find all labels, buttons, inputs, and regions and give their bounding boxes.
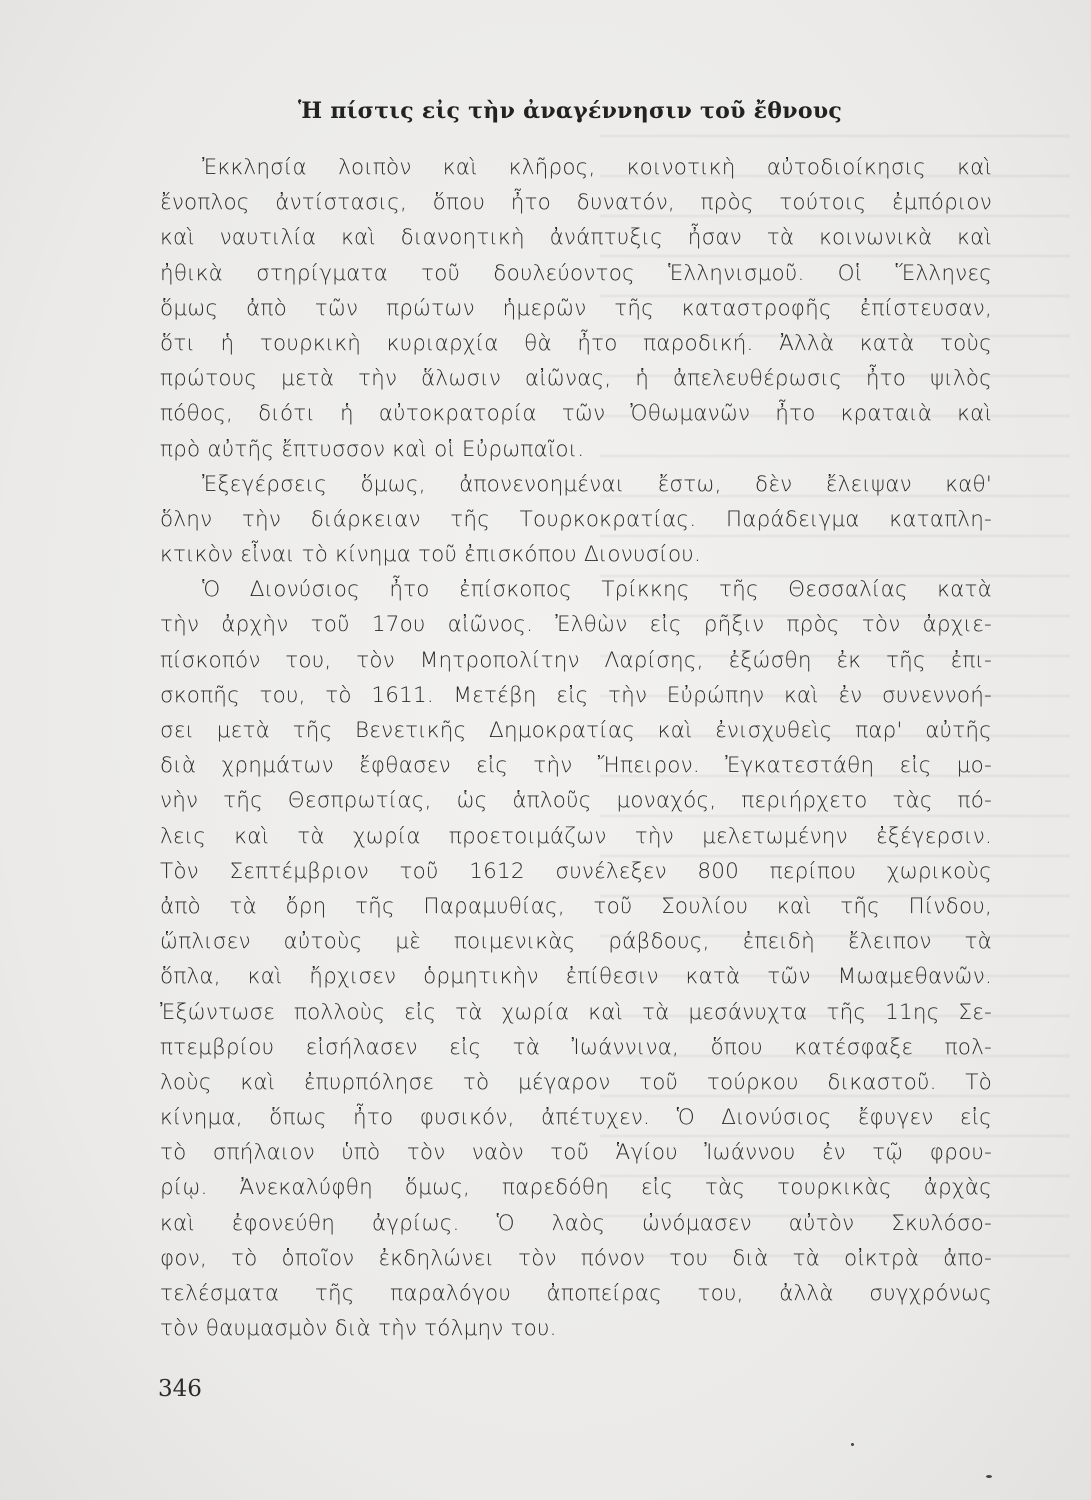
dust-speck xyxy=(851,1443,854,1446)
text-line: Ἐξεγέρσεις ὅμως, ἀπονενοημέναι ἔστω, δὲν ἔλειψαν καθ' xyxy=(202,471,992,497)
text-line: πρὸ αὐτῆς ἔπτυσσον καὶ οἱ Εὐρωπαῖοι. xyxy=(160,436,585,462)
text-line: ὥπλισεν αὐτοὺς μὲ ποιμενικὰς ράβδους, ἐπειδὴ ἔλειπον τὰ xyxy=(160,929,992,955)
text-line: νὴν τῆς Θεσπρωτίας, ὡς ἁπλοῦς μοναχός, περιήρχετο τὰς πό- xyxy=(160,788,992,814)
text-line: ρίῳ. Ἀνεκαλύφθη ὅμως, παρεδόθη εἰς τὰς τουρκικὰς ἀρχὰς xyxy=(160,1175,992,1201)
section-heading: Ἡ πίστις εἰς τὴν ἀναγέννησιν τοῦ ἔθνους xyxy=(298,98,843,124)
page-number: 346 xyxy=(158,1376,202,1402)
text-line: ὅμως ἀπὸ τῶν πρώτων ἡμερῶν τῆς καταστροφῆς ἐπίστευσαν, xyxy=(160,295,992,321)
text-line: πρώτους μετὰ τὴν ἅλωσιν αἰῶνας, ἡ ἀπελευθέρωσις ἦτο ψιλὸς xyxy=(160,366,992,392)
text-line: κίνημα, ὅπως ἦτο φυσικόν, ἀπέτυχεν. Ὁ Διονύσιος ἔφυγεν εἰς xyxy=(160,1105,992,1131)
text-line: τὸν θαυμασμὸν διὰ τὴν τόλμην του. xyxy=(160,1316,557,1342)
text-line: ὅτι ἡ τουρκικὴ κυριαρχία θὰ ἦτο παροδική. Ἀλλὰ κατὰ τοὺς xyxy=(160,330,992,356)
text-line: διὰ χρημάτων ἔφθασεν εἰς τὴν Ἤπειρον. Ἐγκατεστάθη εἰς μο- xyxy=(160,753,992,779)
text-line: ὅλην τὴν διάρκειαν τῆς Τουρκοκρατίας. Παράδειγμα καταπλη- xyxy=(160,506,992,532)
text-line: ἀπὸ τὰ ὄρη τῆς Παραμυθίας, τοῦ Σουλίου καὶ τῆς Πίνδου, xyxy=(160,893,992,919)
text-line: σκοπῆς του, τὸ 1611. Μετέβη εἰς τὴν Εὐρώπην καὶ ἐν συνεννοή- xyxy=(160,682,992,708)
text-line: καὶ ναυτιλία καὶ διανοητικὴ ἀνάπτυξις ἦσαν τὰ κοινωνικὰ καὶ xyxy=(160,225,992,251)
text-line: πίσκοπόν του, τὸν Μητροπολίτην Λαρίσης, ἐξώσθη ἐκ τῆς ἐπι- xyxy=(160,647,992,673)
text-line: λοὺς καὶ ἐπυρπόλησε τὸ μέγαρον τοῦ τούρκου δικαστοῦ. Τὸ xyxy=(160,1069,992,1095)
text-line: ἠθικὰ στηρίγματα τοῦ δουλεύοντος Ἑλληνισμοῦ. Οἱ Ἕλληνες xyxy=(160,260,992,286)
dust-speck xyxy=(986,1475,992,1478)
text-line: ὅπλα, καὶ ἤρχισεν ὁρμητικὴν ἐπίθεσιν κατὰ τῶν Μωαμεθανῶν. xyxy=(160,964,992,990)
text-line: Ἐξώντωσε πολλοὺς εἰς τὰ χωρία καὶ τὰ μεσάνυχτα τῆς 11ης Σε- xyxy=(160,999,992,1025)
text-line: Ὁ Διονύσιος ἦτο ἐπίσκοπος Τρίκκης τῆς Θεσσαλίας κατὰ xyxy=(202,577,992,603)
body-text xyxy=(160,150,992,1346)
text-line: πτεμβρίου εἰσήλασεν εἰς τὰ Ἰωάννινα, ὅπου κατέσφαξε πολ- xyxy=(160,1034,992,1060)
text-line: σει μετὰ τῆς Βενετικῆς Δημοκρατίας καὶ ἐνισχυθεὶς παρ' αὐτῆς xyxy=(160,718,992,743)
text-line: κτικὸν εἶναι τὸ κίνημα τοῦ ἐπισκόπου Διονυσίου. xyxy=(160,542,701,568)
text-line: Ἐκκλησία λοιπὸν καὶ κλῆρος, κοινοτικὴ αὐτοδιοίκησις καὶ xyxy=(202,155,992,180)
text-line: φον, τὸ ὁποῖον ἐκδηλώνει τὸν πόνον του διὰ τὰ οἰκτρὰ ἀπο- xyxy=(160,1245,992,1271)
text-line: πόθος, διότι ἡ αὐτοκρατορία τῶν Ὀθωμανῶν ἦτο κραταιὰ καὶ xyxy=(160,401,992,427)
text-line: τὴν ἀρχὴν τοῦ 17ου αἰῶνος. Ἐλθὼν εἰς ρῆξιν πρὸς τὸν ἀρχιε- xyxy=(160,612,992,638)
text-line: ἔνοπλος ἀντίστασις, ὅπου ἦτο δυνατόν, πρὸς τούτοις ἐμπόριον xyxy=(160,190,992,216)
text-line: λεις καὶ τὰ χωρία προετοιμάζων τὴν μελετωμένην ἐξέγερσιν. xyxy=(160,823,992,849)
text-line: καὶ ἐφονεύθη ἀγρίως. Ὁ λαὸς ὠνόμασεν αὐτὸν Σκυλόσο- xyxy=(160,1210,992,1236)
text-line: τὸ σπήλαιον ὑπὸ τὸν ναὸν τοῦ Ἁγίου Ἰωάννου ἐν τῷ φρου- xyxy=(160,1140,992,1166)
text-line: τελέσματα τῆς παραλόγου ἀποπείρας του, ἀλλὰ συγχρόνως xyxy=(160,1281,992,1306)
text-line: Τὸν Σεπτέμβριον τοῦ 1612 συνέλεξεν 800 περίπου χωρικοὺς xyxy=(160,858,992,884)
